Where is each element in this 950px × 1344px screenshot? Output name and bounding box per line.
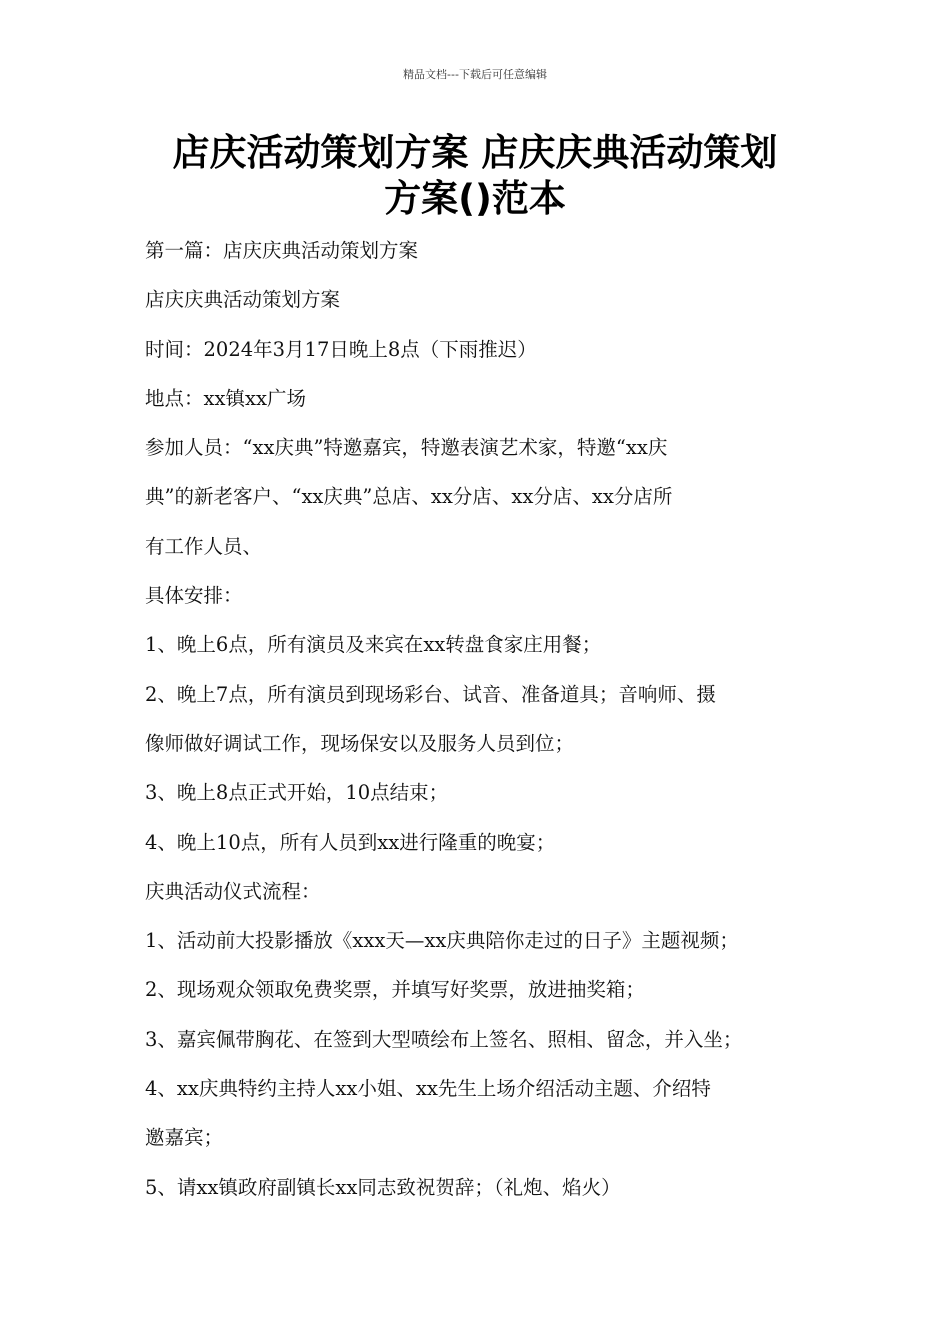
title-line-2: 方案()范本 bbox=[384, 177, 566, 220]
body-line: 1、晚上6点，所有演员及来宾在xx转盘食家庄用餐； bbox=[145, 633, 602, 657]
body-line: 2、现场观众领取免费奖票，并填写好奖票，放进抽奖箱； bbox=[145, 978, 645, 1002]
document-title bbox=[100, 130, 850, 222]
body-line: 4、xx庆典特约主持人xx小姐、xx先生上场介绍活动主题、介绍特 bbox=[145, 1077, 711, 1101]
body-line: 第一篇：店庆庆典活动策划方案 bbox=[145, 239, 419, 262]
body-line: 店庆庆典活动策划方案 bbox=[145, 288, 341, 312]
body-line: 5、请xx镇政府副镇长xx同志致祝贺辞；（礼炮、焰火） bbox=[145, 1175, 621, 1199]
body-line: 具体安排： bbox=[145, 584, 243, 608]
body-line: 时间：2024年3月17日晚上8点（下雨推迟） bbox=[145, 337, 537, 361]
body-line: 像师做好调试工作，现场保安以及服务人员到位； bbox=[145, 731, 575, 755]
body-line: 3、晚上8点正式开始，10点结束； bbox=[145, 781, 449, 805]
header-note: 精品文档---下载后可任意编辑 bbox=[403, 68, 547, 81]
body-line: 地点：xx镇xx广场 bbox=[145, 386, 306, 410]
body-line: 3、嘉宾佩带胸花、在签到大型喷绘布上签名、照相、留念，并入坐； bbox=[145, 1027, 743, 1051]
document-body bbox=[145, 226, 813, 1212]
body-line: 1、活动前大投影播放《xxx天—xx庆典陪你走过的日子》主题视频； bbox=[145, 929, 739, 953]
body-line: 庆典活动仪式流程： bbox=[145, 879, 321, 903]
title-line-1: 店庆活动策划方案 店庆庆典活动策划 bbox=[172, 131, 778, 174]
body-line: 有工作人员、 bbox=[145, 534, 263, 558]
body-line: 2、晚上7点，所有演员到现场彩台、试音、准备道具；音响师、摄 bbox=[145, 682, 716, 706]
body-line: 邀嘉宾； bbox=[145, 1126, 224, 1150]
body-line: 4、晚上10点，所有人员到xx进行隆重的晚宴； bbox=[145, 830, 556, 854]
body-line: 典”的新老客户、“xx庆典”总店、xx分店、xx分店、xx分店所 bbox=[145, 485, 673, 509]
body-line: 参加人员：“xx庆典”特邀嘉宾，特邀表演艺术家，特邀“xx庆 bbox=[145, 436, 668, 460]
